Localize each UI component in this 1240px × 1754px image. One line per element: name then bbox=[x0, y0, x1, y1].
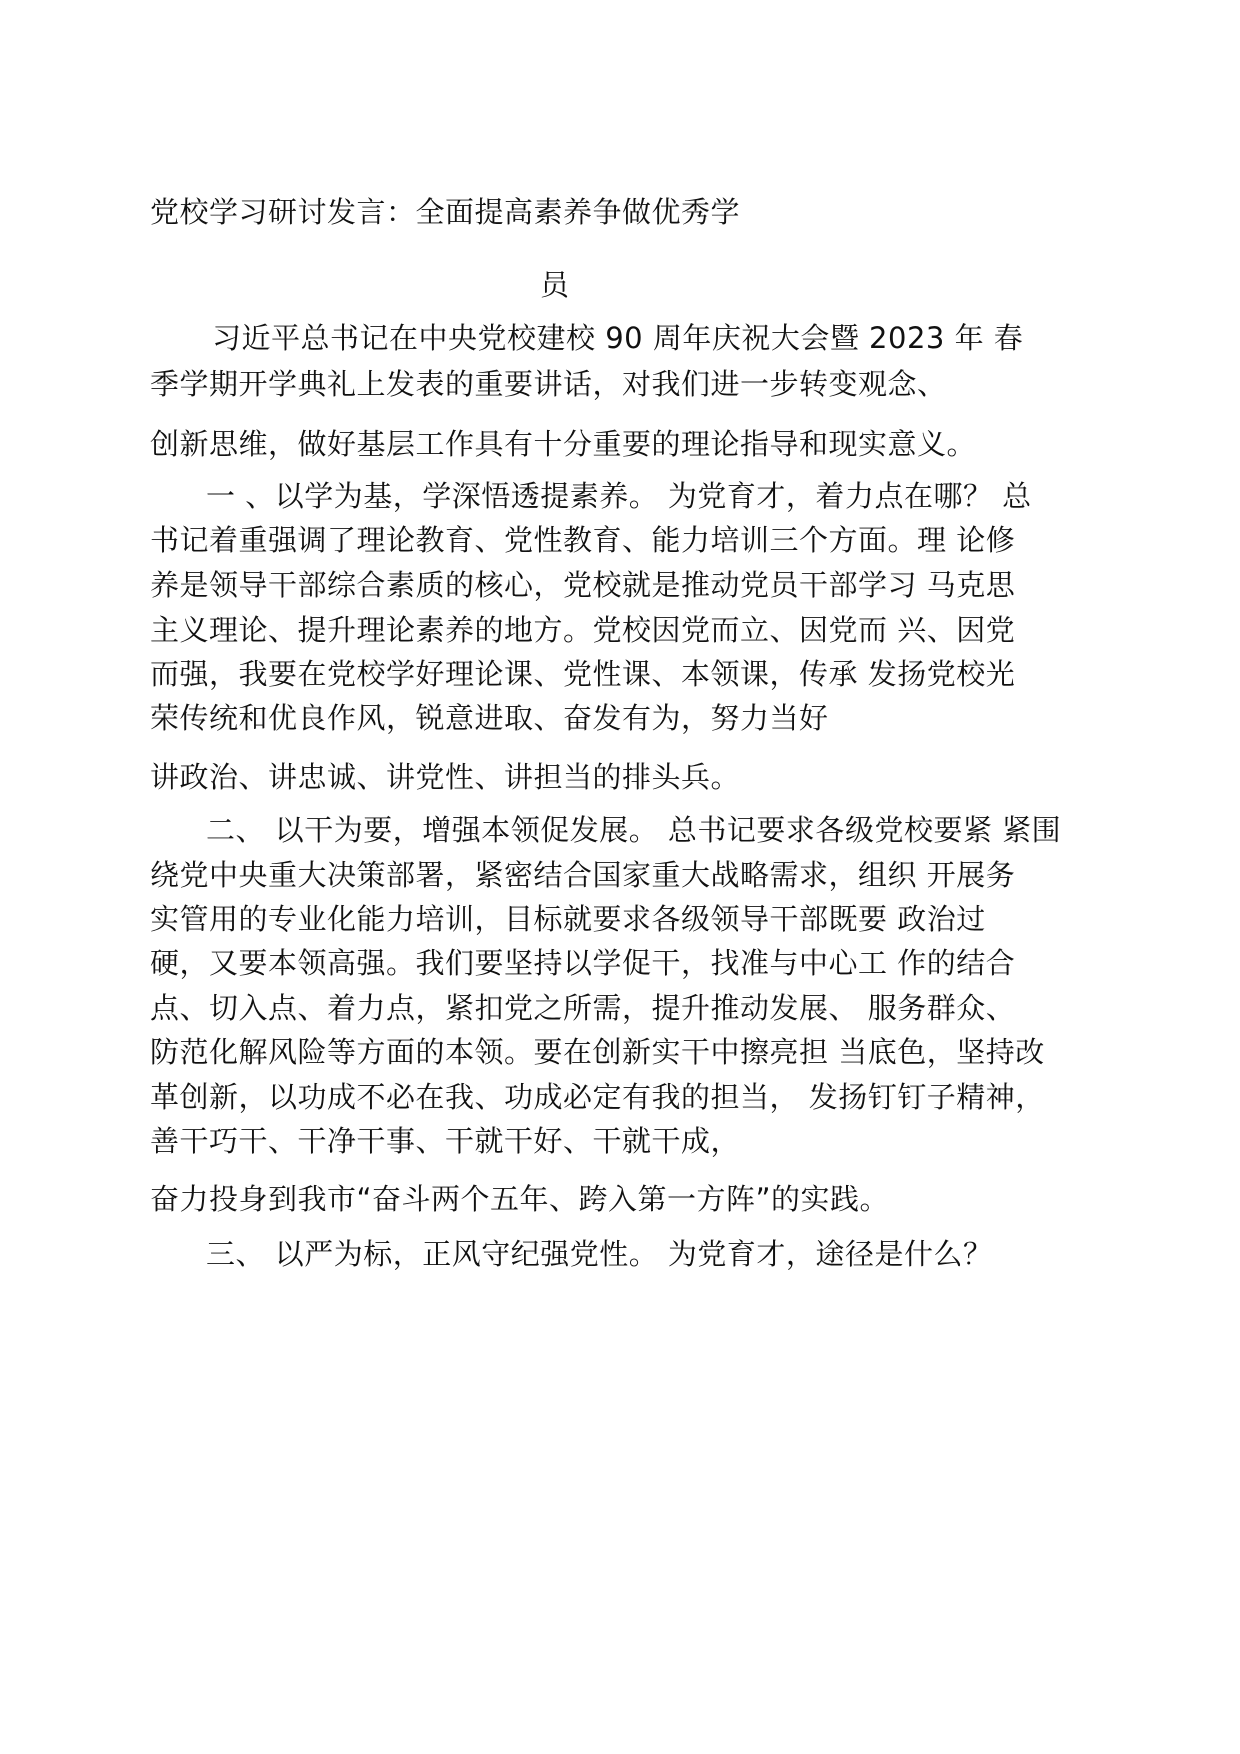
body-line: 荣传统和优良作风，锐意进取、奋发有为，努力当好 bbox=[150, 701, 829, 735]
body-line: 季学期开学典礼上发表的重要讲话，对我们进一步转变观念、 bbox=[150, 367, 947, 401]
body-line: 防范化解风险等方面的本领。要在创新实干中擦亮担 当底色，坚持改 bbox=[150, 1035, 1045, 1069]
body-line: 主义理论、提升理论素养的地方。党校因党而立、因党而 兴、因党 bbox=[150, 613, 1016, 647]
body-line: 讲政治、讲忠诚、讲党性、讲担当的排头兵。 bbox=[150, 760, 741, 794]
body-line: 习近平总书记在中央党校建校 90 周年庆祝大会暨 2023 年 春 bbox=[212, 321, 1024, 355]
body-line: 创新思维，做好基层工作具有十分重要的理论指导和现实意义。 bbox=[150, 427, 977, 461]
body-line: 三、 以严为标，正风守纪强党性。 为党育才，途径是什么？ bbox=[206, 1237, 993, 1271]
body-line: 一 、以学为基，学深悟透提素养。 为党育才，着力点在哪？ 总 bbox=[206, 479, 1032, 513]
body-line: 书记着重强调了理论教育、党性教育、能力培训三个方面。理 论修 bbox=[150, 523, 1016, 557]
body-line: 革创新，以功成不必在我、功成必定有我的担当， 发扬钉钉子精神， bbox=[150, 1080, 1045, 1114]
title-line-2: 员 bbox=[540, 268, 570, 302]
body-line: 而强，我要在党校学好理论课、党性课、本领课，传承 发扬党校光 bbox=[150, 657, 1016, 691]
body-line: 绕党中央重大决策部署，紧密结合国家重大战略需求，组织 开展务 bbox=[150, 858, 1016, 892]
body-line: 善干巧干、干净干事、干就干好、干就干成， bbox=[150, 1124, 741, 1158]
body-line: 点、切入点、着力点，紧扣党之所需，提升推动发展、 服务群众、 bbox=[150, 991, 1016, 1025]
body-line: 二、 以干为要，增强本领促发展。 总书记要求各级党校要紧 紧围 bbox=[206, 813, 1062, 847]
title-line-1: 党校学习研讨发言：全面提高素养争做优秀学 bbox=[150, 195, 741, 229]
body-line: 奋力投身到我市“奋斗两个五年、跨入第一方阵”的实践。 bbox=[150, 1182, 890, 1216]
body-line: 实管用的专业化能力培训，目标就要求各级领导干部既要 政治过 bbox=[150, 902, 986, 936]
body-line: 养是领导干部综合素质的核心，党校就是推动党员干部学习 马克思 bbox=[150, 568, 1016, 602]
body-line: 硬，又要本领高强。我们要坚持以学促干，找准与中心工 作的结合 bbox=[150, 946, 1016, 980]
